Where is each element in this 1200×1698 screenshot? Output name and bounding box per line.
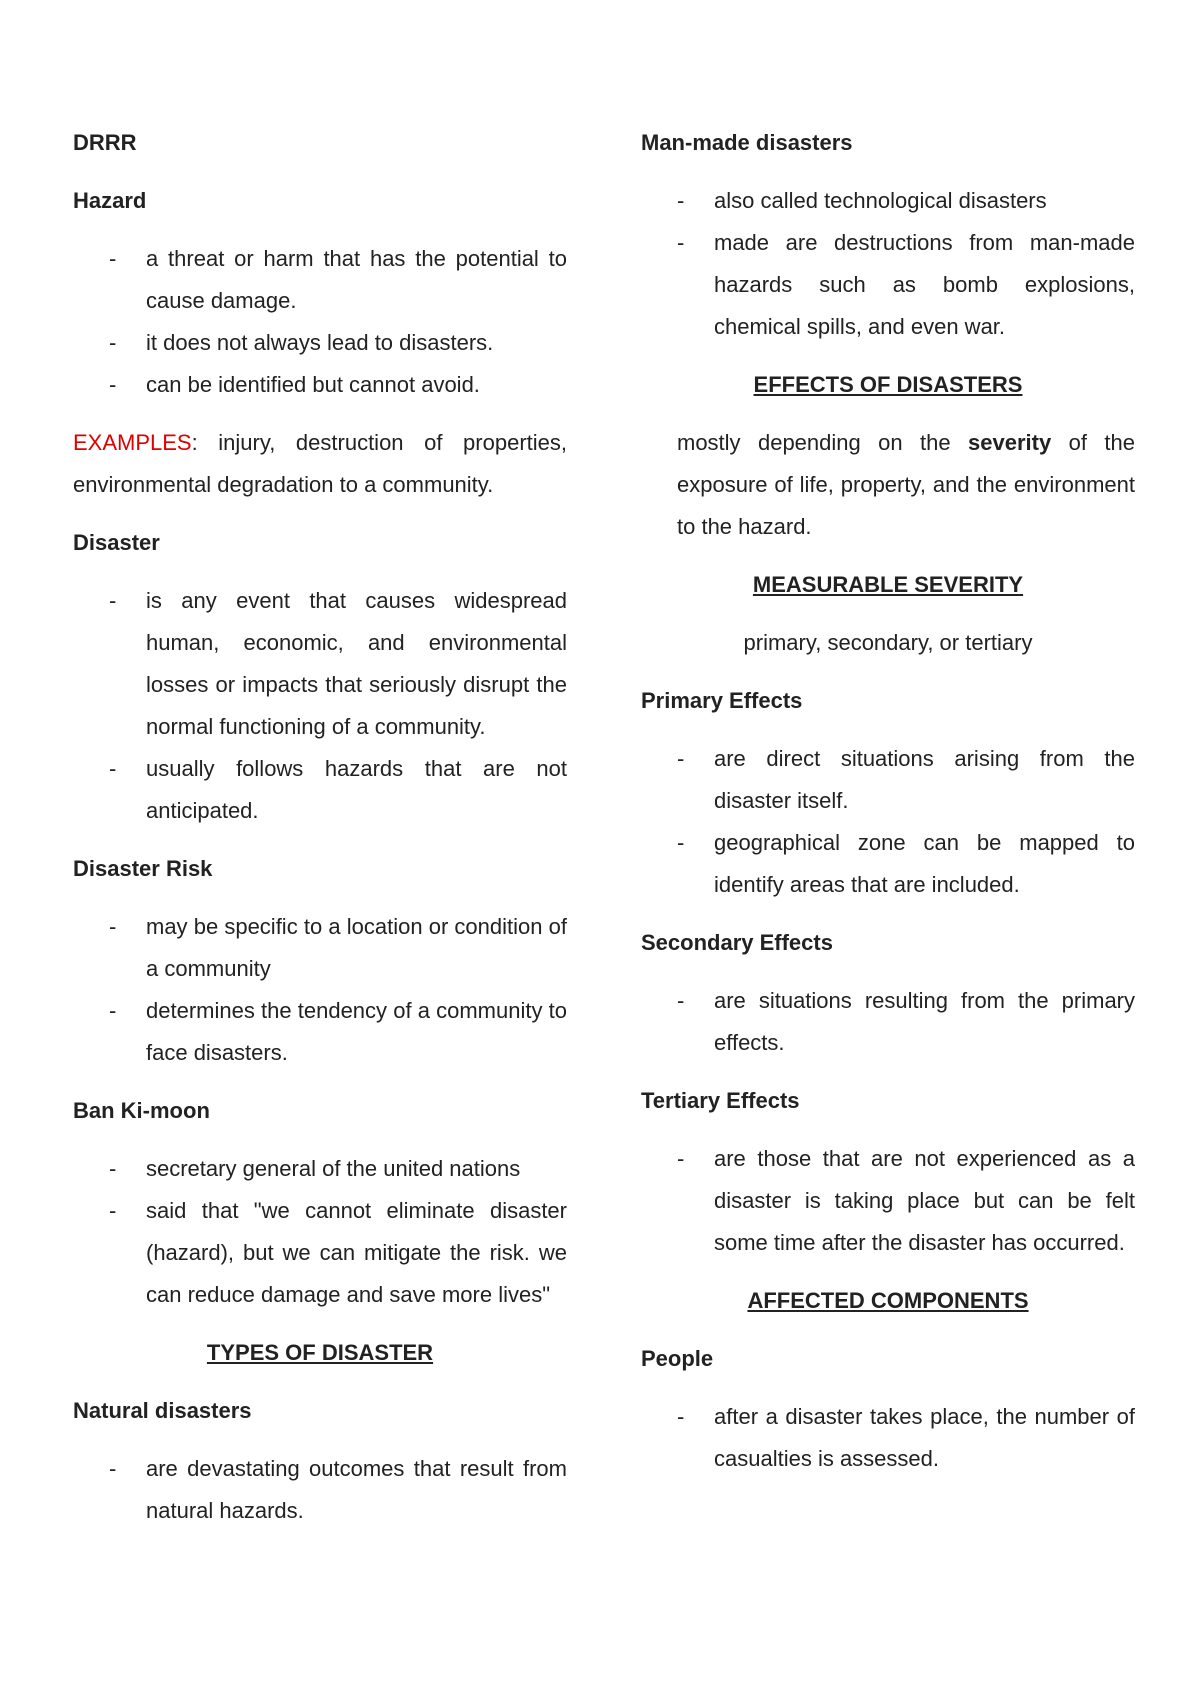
measurable-severity-heading: MEASURABLE SEVERITY	[752, 572, 1024, 597]
list-item: - is any event that causes widespread human, economic, and environmental losses or impacts that seriously disrupt the normal functioning of a community.	[73, 580, 567, 748]
disaster-list	[73, 580, 567, 832]
effects-text-bold: severity	[968, 430, 1052, 455]
affected-components-heading: AFFECTED COMPONENTS	[747, 1288, 1029, 1313]
examples-paragraph	[73, 422, 567, 506]
examples-text: : injury, destruction of properties, environmental degradation to a community.	[73, 430, 567, 497]
primary-effects-heading: Primary Effects	[641, 688, 803, 713]
document-title: DRRR	[73, 130, 137, 155]
tertiary-effects-heading: Tertiary Effects	[641, 1088, 800, 1113]
list-item: - said that "we cannot eliminate disaster (hazard), but we can mitigate the risk. we can reduce damage and save more lives"	[73, 1190, 567, 1316]
types-of-disaster-heading: TYPES OF DISASTER	[206, 1340, 434, 1365]
list-item: - may be specific to a location or condition of a community	[73, 906, 567, 990]
right-column	[641, 122, 1135, 1496]
secondary-effects-list	[641, 980, 1135, 1064]
examples-label: EXAMPLES	[73, 430, 192, 455]
list-item: - it does not always lead to disasters.	[73, 322, 567, 364]
ban-ki-moon-list	[73, 1148, 567, 1316]
manmade-disasters-list	[641, 180, 1135, 348]
effects-text-after: of the exposure of life, property, and the environment to the hazard.	[677, 430, 1135, 539]
tertiary-effects-list	[641, 1138, 1135, 1264]
natural-disasters-heading: Natural disasters	[73, 1398, 252, 1423]
list-item: - secretary general of the united nations	[73, 1148, 567, 1190]
ban-ki-moon-heading: Ban Ki-moon	[73, 1098, 210, 1123]
list-item: - are situations resulting from the primary effects.	[641, 980, 1135, 1064]
hazard-heading: Hazard	[73, 188, 147, 213]
manmade-disasters-heading: Man-made disasters	[641, 130, 853, 155]
left-column	[73, 122, 567, 1548]
list-item: - made are destructions from man-made hazards such as bomb explosions, chemical spills, and even war.	[641, 222, 1135, 348]
measurable-severity-text: primary, secondary, or tertiary	[743, 630, 1033, 655]
people-list	[641, 1396, 1135, 1480]
secondary-effects-heading: Secondary Effects	[641, 930, 833, 955]
list-item: - geographical zone can be mapped to identify areas that are included.	[641, 822, 1135, 906]
list-item: - can be identified but cannot avoid.	[73, 364, 567, 406]
disaster-heading: Disaster	[73, 530, 160, 555]
disaster-risk-list	[73, 906, 567, 1074]
effects-text-before: mostly depending on the	[677, 430, 969, 455]
list-item: - after a disaster takes place, the number of casualties is assessed.	[641, 1396, 1135, 1480]
list-item: - are direct situations arising from the disaster itself.	[641, 738, 1135, 822]
primary-effects-list	[641, 738, 1135, 906]
list-item: - are devastating outcomes that result from natural hazards.	[73, 1448, 567, 1532]
effects-of-disasters-heading: EFFECTS OF DISASTERS	[753, 372, 1023, 397]
list-item: - also called technological disasters	[641, 180, 1135, 222]
hazard-list	[73, 238, 567, 406]
effects-paragraph	[641, 422, 1135, 548]
list-item: - usually follows hazards that are not anticipated.	[73, 748, 567, 832]
people-heading: People	[641, 1346, 714, 1371]
natural-disasters-list	[73, 1448, 567, 1532]
list-item: - are those that are not experienced as a disaster is taking place but can be felt some time after the disaster has occurred.	[641, 1138, 1135, 1264]
list-item: - determines the tendency of a community to face disasters.	[73, 990, 567, 1074]
list-item: - a threat or harm that has the potential to cause damage.	[73, 238, 567, 322]
disaster-risk-heading: Disaster Risk	[73, 856, 213, 881]
